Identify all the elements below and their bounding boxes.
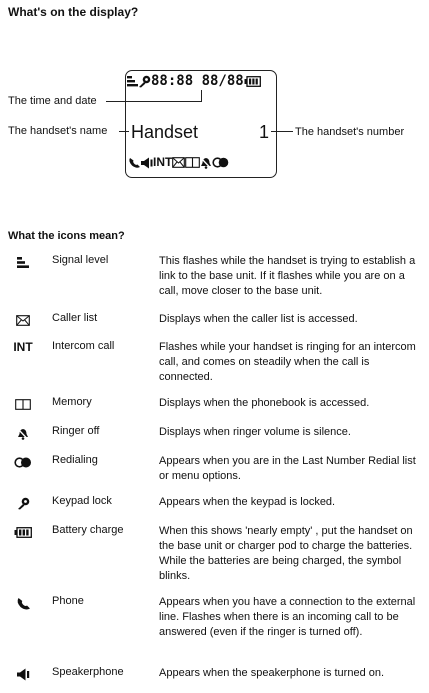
legend-description: Appears when you are in the Last Number Redial list or menu options. [159, 455, 416, 482]
caller-list-icon [16, 315, 30, 326]
caller-list-icon [172, 157, 185, 168]
legend-description: Appears when the keypad is locked. [159, 496, 336, 508]
callout-time-date: The time and date [8, 95, 97, 107]
phone-icon [16, 597, 31, 611]
legend-name: Signal level [52, 254, 109, 266]
ringer-off-icon [200, 157, 212, 169]
legend-description: Flashes while your handset is ringing for an intercom call, and comes on steadily when the call is connected. [159, 341, 416, 383]
lcd-handset-name: Handset [131, 122, 199, 142]
speakerphone-icon [17, 668, 30, 681]
signal-level-icon [127, 75, 138, 87]
redialing-icon [14, 457, 32, 468]
battery-icon [244, 76, 261, 87]
speakerphone-icon [141, 157, 153, 169]
callout-line-time-vertical [201, 90, 202, 102]
battery-charge-icon [14, 527, 32, 538]
legend-name: Caller list [52, 312, 98, 324]
signal-level-icon [17, 256, 29, 269]
legend-name: Ringer off [52, 425, 100, 437]
legend-description: When this shows 'nearly empty' , put the handset on the base unit or charger pod to charge the batteries. While the batteries are being charged, the symbol blinks. [159, 525, 413, 582]
phone-icon [128, 157, 141, 169]
legend-description: This flashes while the handset is trying to establish a link to the base unit. If it flashes while you are on a call, move closer to the base unit. [159, 255, 416, 297]
intercom-icon: INT [13, 340, 33, 354]
legend-description: Displays when the caller list is accessed. [159, 313, 358, 325]
callout-handset-name: The handset's name [8, 125, 108, 137]
callout-handset-number: The handset's number [295, 126, 405, 138]
memory-icon [15, 399, 31, 410]
lcd-top-line [127, 73, 261, 89]
callout-line-number [271, 131, 293, 132]
keypad-lock-icon [17, 497, 30, 510]
redial-icon [212, 157, 229, 168]
legend-description: Displays when the phonebook is accessed. [159, 397, 370, 409]
legend-name: Memory [52, 396, 92, 408]
legend-description: Appears when the speakerphone is turned on. [159, 667, 385, 679]
lcd-icon-row [128, 155, 229, 169]
ringer-off-icon [17, 428, 29, 440]
legend-name: Keypad lock [52, 495, 112, 507]
legend-name: Speakerphone [52, 666, 124, 678]
legend-name: Battery charge [52, 524, 124, 536]
legend-name: Redialing [52, 454, 98, 466]
lcd-intercom-text: INT [153, 155, 173, 169]
callout-line-time [106, 101, 202, 102]
legend-name: Phone [52, 595, 84, 607]
memory-icon [185, 157, 200, 168]
keypad-lock-icon [138, 75, 151, 88]
legend-description: Displays when ringer volume is silence. [159, 426, 351, 438]
callout-line-name [119, 131, 129, 132]
lcd-time-date: 88:88 88/88 [151, 73, 244, 89]
display-heading: What's on the display? [8, 5, 139, 19]
legend-name: Intercom call [52, 340, 115, 352]
lcd-handset-number: 1 [259, 122, 270, 142]
icons-heading: What the icons mean? [8, 230, 125, 242]
legend-description: Appears when you have a connection to the external line. Flashes when there is an incoming call to be answered (even if the ringer is turned off). [159, 596, 416, 638]
